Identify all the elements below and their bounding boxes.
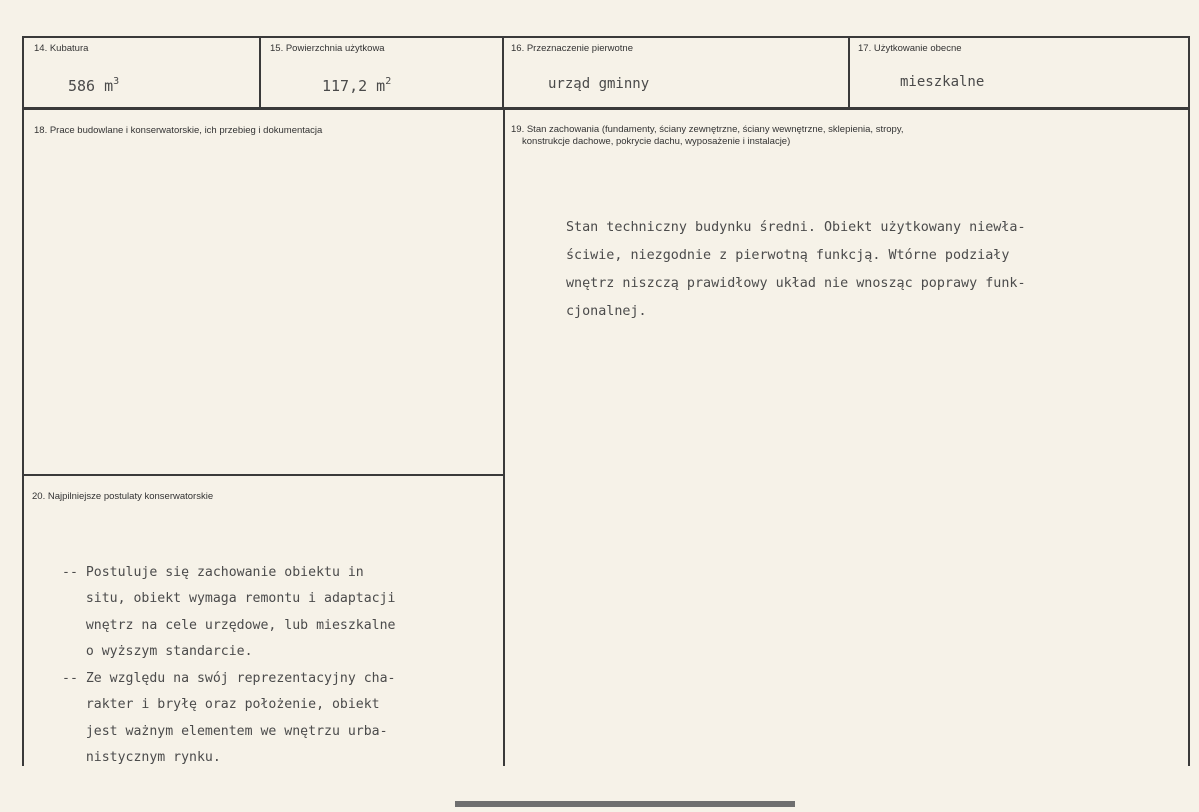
- uzytkowanie-label: 17. Użytkowanie obecne: [858, 43, 962, 54]
- stan-zachowania-text: [566, 186, 1026, 382]
- postulaty-line-7: jest ważnym elementem we wnętrzu urba-: [62, 723, 388, 739]
- top-border: [22, 36, 1190, 38]
- postulaty-line-1: -- Postuluje się zachowanie obiektu in: [62, 564, 364, 580]
- kubatura-value: [68, 76, 119, 95]
- divider-16-17: [848, 36, 850, 108]
- prace-budowlane-label: 18. Prace budowlane i konserwatorskie, ich przebieg i dokumentacja: [34, 125, 323, 136]
- stan-line-1: Stan techniczny budynku średni. Obiekt użytkowany niewła-: [566, 220, 1026, 235]
- center-vertical-divider: [503, 108, 505, 766]
- powierzchnia-superscript: 2: [385, 76, 392, 87]
- powierzchnia-number: 117,2 m: [322, 77, 386, 95]
- uzytkowanie-value: mieszkalne: [900, 74, 985, 90]
- postulaty-text: [62, 533, 395, 812]
- powierzchnia-value: [322, 76, 391, 95]
- divider-18-20: [22, 474, 504, 476]
- postulaty-line-4: o wyższym standarcie.: [62, 644, 253, 659]
- powierzchnia-label: 15. Powierzchnia użytkowa: [270, 43, 385, 54]
- stan-line-3: wnętrz niszczą prawidłowy układ nie wnosząc poprawy funk-: [566, 276, 1026, 291]
- right-border: [1188, 36, 1190, 766]
- row1-bottom-border: [22, 107, 1190, 110]
- kubatura-superscript: 3: [113, 76, 120, 87]
- stan-zachowania-label-line2: konstrukcje dachowe, pokrycie dachu, wyposażenie i instalacje): [522, 136, 791, 147]
- postulaty-line-5: -- Ze względu na swój reprezentacyjny cha-: [62, 670, 396, 686]
- przeznaczenie-label: 16. Przeznaczenie pierwotne: [511, 43, 633, 54]
- divider-15-16: [502, 36, 504, 108]
- postulaty-line-6: rakter i bryłę oraz położenie, obiekt: [62, 697, 380, 712]
- stan-line-2: ściwie, niezgodnie z pierwotną funkcją. Wtórne podziały: [566, 248, 1010, 263]
- kubatura-number: 586 m: [68, 77, 114, 95]
- postulaty-line-3: wnętrz na cele urzędowe, lub mieszkalne: [62, 617, 396, 633]
- postulaty-line-2: situ, obiekt wymaga remontu i adaptacji: [62, 591, 396, 606]
- postulaty-line-8: nistycznym rynku.: [62, 750, 221, 765]
- kubatura-label: 14. Kubatura: [34, 43, 89, 54]
- bottom-edge-strip: [455, 801, 795, 807]
- stan-zachowania-label-line1: 19. Stan zachowania (fundamenty, ściany zewnętrzne, ściany wewnętrzne, sklepienia, stropy,: [511, 124, 904, 135]
- postulaty-label: 20. Najpilniejsze postulaty konserwatorskie: [32, 491, 214, 502]
- przeznaczenie-value: urząd gminny: [548, 76, 650, 92]
- divider-14-15: [259, 36, 261, 108]
- stan-line-4: cjonalnej.: [566, 304, 647, 319]
- left-border: [22, 36, 24, 766]
